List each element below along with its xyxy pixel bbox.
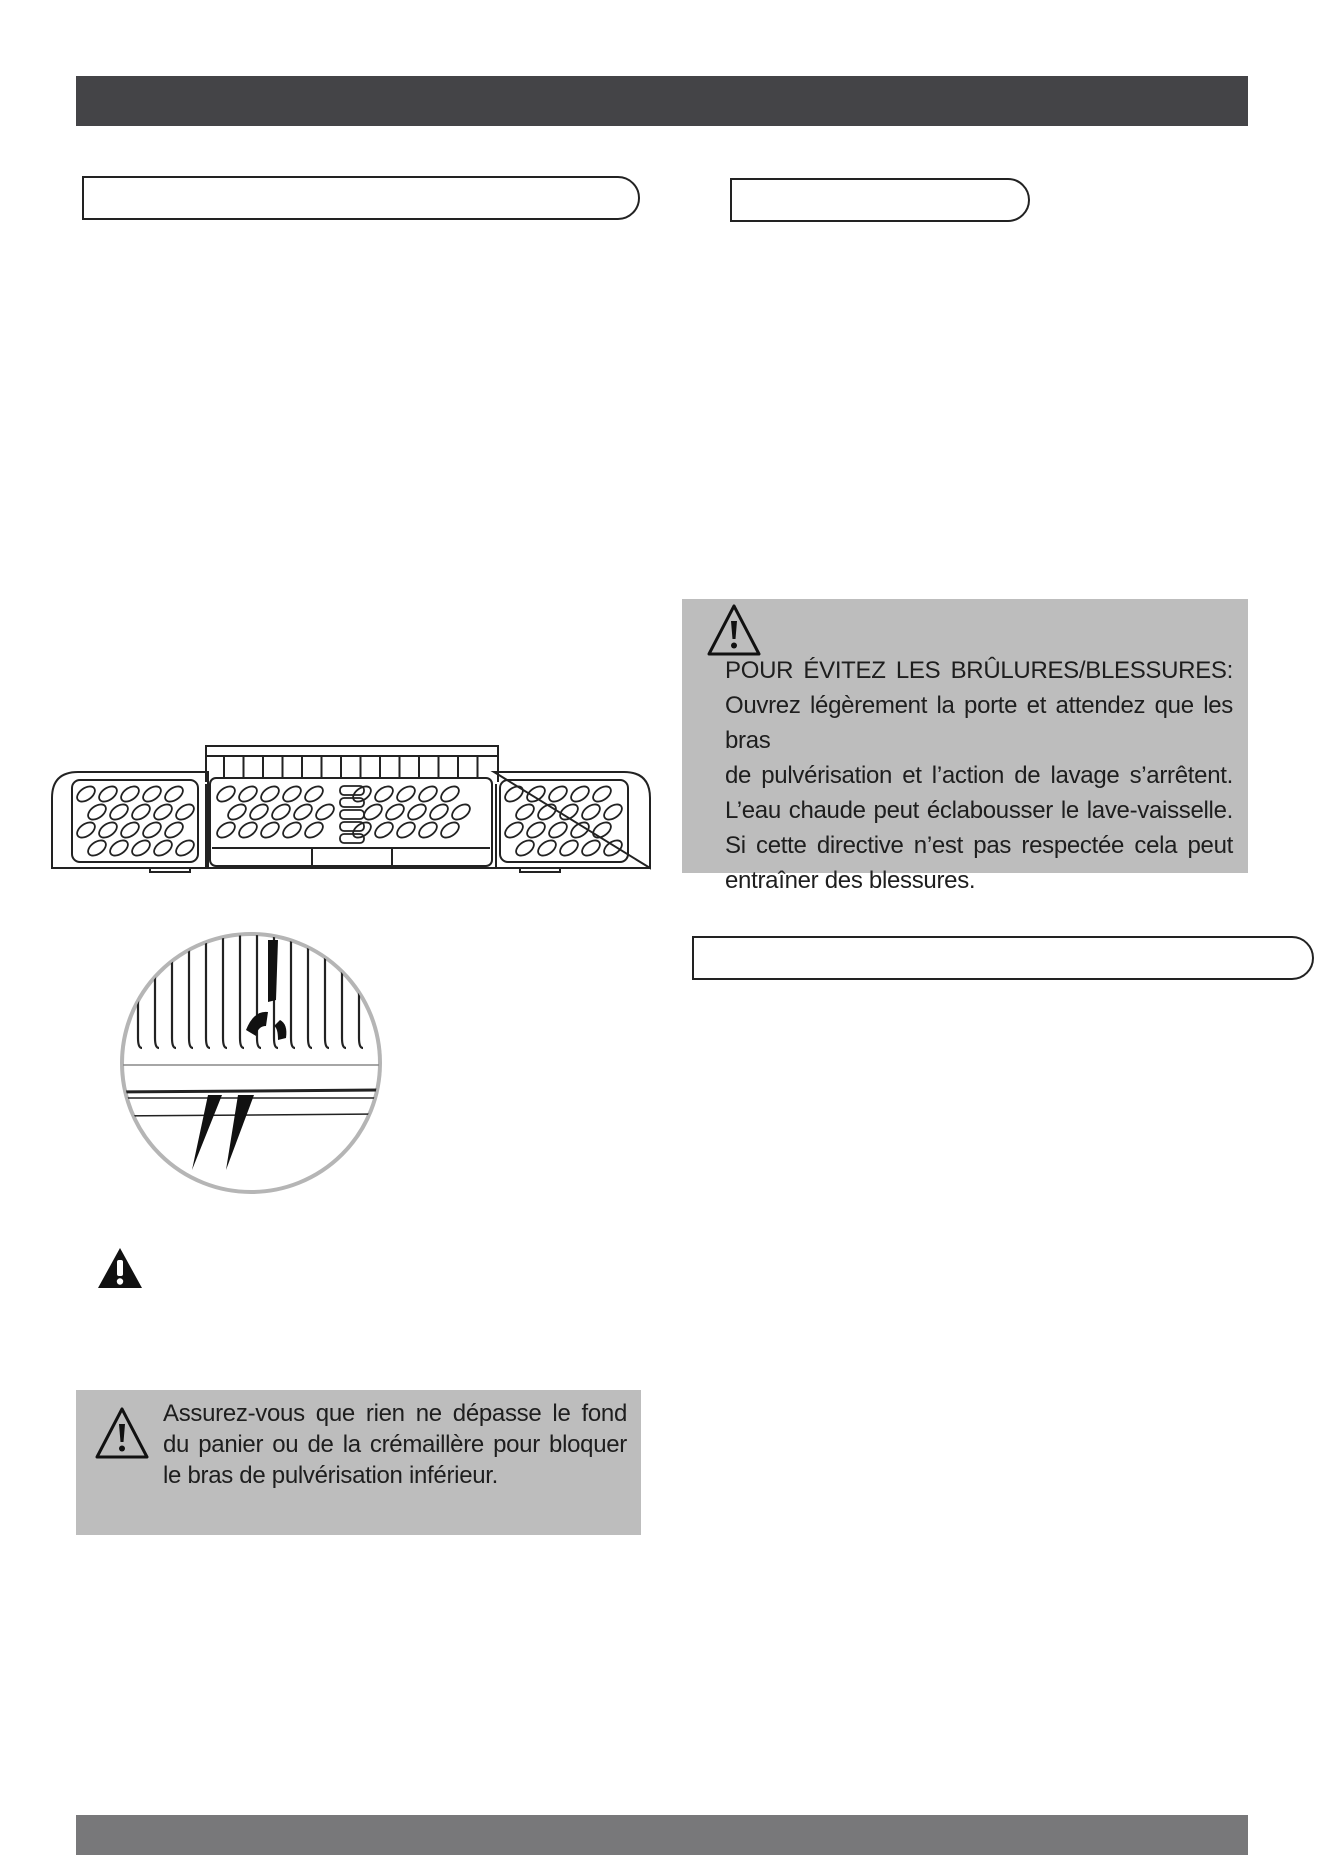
warning-text-spray-arm bbox=[163, 1398, 627, 1491]
warning-spray-line: du panier ou de la crémaillère pour bloquer bbox=[163, 1431, 627, 1458]
warning-burns-line: de pulvérisation et l’action de lavage s’arrêtent. bbox=[725, 762, 1233, 789]
warning-burns-line: POUR ÉVITEZ LES BRÛLURES/BLESSURES: bbox=[725, 657, 1233, 684]
warning-triangle-icon bbox=[94, 1406, 150, 1460]
warning-spray-line: Assurez-vous que rien ne dépasse le fond bbox=[163, 1400, 627, 1427]
caution-filled-triangle-icon bbox=[96, 1246, 144, 1290]
warning-box-burns bbox=[682, 599, 1248, 894]
section-heading-right bbox=[730, 178, 1030, 222]
top-header-band bbox=[76, 76, 1248, 126]
warning-triangle-icon bbox=[706, 603, 762, 657]
warning-burns-line: entraîner des blessures. bbox=[725, 867, 976, 894]
warning-box-spray-arm bbox=[76, 1390, 641, 1535]
cutlery-basket-illustration bbox=[50, 744, 652, 874]
warning-text-burns bbox=[725, 653, 1233, 898]
basket-detail-magnified-illustration bbox=[118, 930, 384, 1196]
warning-burns-line: L’eau chaude peut éclabousser le lave-vaisselle. bbox=[725, 797, 1233, 824]
section-heading-right-lower bbox=[692, 936, 1314, 980]
warning-burns-line: Ouvrez légèrement la porte et attendez que les bras bbox=[725, 692, 1233, 754]
warning-spray-line: le bras de pulvérisation inférieur. bbox=[163, 1462, 499, 1489]
warning-burns-line: Si cette directive n’est pas respectée cela peut bbox=[725, 832, 1233, 859]
bottom-footer-band bbox=[76, 1815, 1248, 1855]
section-heading-left bbox=[82, 176, 640, 220]
